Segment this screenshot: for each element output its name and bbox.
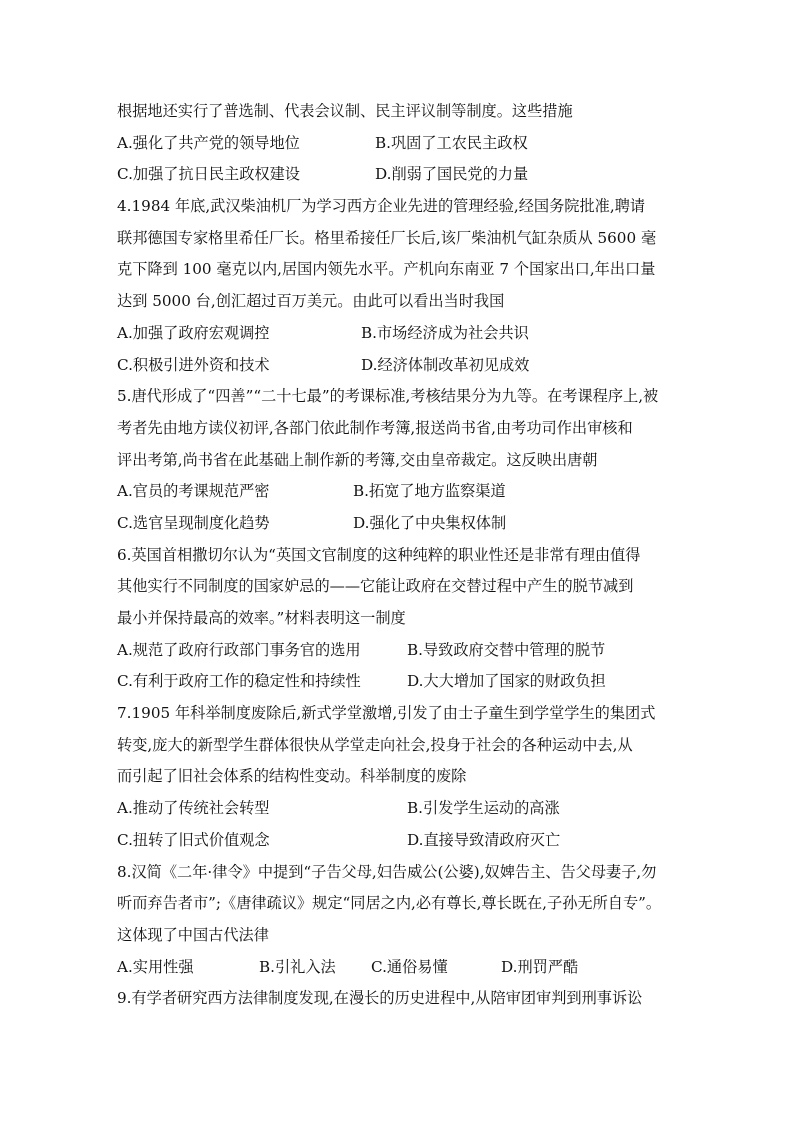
- q5-option-a[interactable]: A.官员的考课规范严密: [117, 482, 270, 501]
- q6-option-a[interactable]: A.规范了政府行政部门事务官的选用: [117, 640, 361, 659]
- q8-option-b[interactable]: B.引礼入法: [259, 957, 336, 976]
- q5-options-row-1: [117, 476, 687, 508]
- q7-option-d[interactable]: D.直接导致清政府灭亡: [407, 830, 561, 849]
- q6-stem-line-2: 其他实行不同制度的国家妒忌的——它能让政府在交替过程中产生的脱节减到: [117, 577, 634, 596]
- q5-stem-line-3: 评出考第,尚书省在此基础上制作新的考簿,交由皇帝裁定。这反映出唐朝: [117, 450, 598, 469]
- q5-option-c[interactable]: C.选官呈现制度化趋势: [117, 513, 270, 532]
- q6-stem-line-1: 6.英国首相撒切尔认为“英国文官制度的这种纯粹的职业性还是非常有理由值得: [117, 545, 641, 564]
- q8-stem-line-2: 听而弃告者市”;《唐律疏议》规定“同居之内,必有尊长,尊长既在,子孙无所自专”。: [117, 894, 662, 913]
- q9-stem-line-1: 9.有学者研究西方法律制度发现,在漫长的历史进程中,从陪审团审判到刑事诉讼: [117, 989, 643, 1008]
- q3-option-b[interactable]: B.巩固了工农民主政权: [375, 133, 528, 152]
- q6-options-row-1: [117, 635, 687, 667]
- q5-option-d[interactable]: D.强化了中央集权体制: [353, 513, 507, 532]
- q7-stem-line-1: 7.1905 年科举制度废除后,新式学堂激增,引发了由士子童生到学堂学生的集团式: [117, 704, 656, 723]
- q4-option-d[interactable]: D.经济体制改革初见成效: [361, 355, 530, 374]
- q4-options-row-1: [117, 318, 687, 350]
- q3-option-a[interactable]: A.强化了共产党的领导地位: [117, 133, 300, 152]
- q5-stem-line-1: 5.唐代形成了“四善”“二十七最”的考课标准,考核结果分为九等。在考课程序上,被: [117, 387, 659, 406]
- q7-option-a[interactable]: A.推动了传统社会转型: [117, 799, 270, 818]
- q6-stem-line-3: 最小并保持最高的效率。”材料表明这一制度: [117, 609, 406, 627]
- q3-options-row-2: [117, 159, 687, 191]
- q7-option-b[interactable]: B.引发学生运动的高涨: [407, 799, 560, 818]
- q3-option-c[interactable]: C.加强了抗日民主政权建设: [117, 165, 300, 184]
- q4-options-row-2: [117, 350, 687, 382]
- exam-page: [117, 96, 687, 1015]
- q8-stem-line-1: 8.汉简《二年·律令》中提到“子告父母,妇告威公(公婆),奴婢告主、告父母妻子,勿: [117, 862, 657, 881]
- q8-option-c[interactable]: C.通俗易懂: [371, 957, 448, 976]
- q7-options-row-1: [117, 793, 687, 825]
- q5-stem-line-2: 考者先由地方读仪初评,各部门依此制作考簿,报送尚书省,由考功司作出审核和: [117, 418, 633, 437]
- q6-option-d[interactable]: D.大大增加了国家的财政负担: [407, 672, 606, 691]
- q4-stem-line-2: 联邦德国专家格里希任厂长。格里希接任厂长后,该厂柴油机气缸杂质从 5600 毫: [117, 228, 657, 247]
- q7-stem-line-3: 而引起了旧社会体系的结构性变动。科举制度的废除: [117, 767, 467, 786]
- q6-option-c[interactable]: C.有利于政府工作的稳定性和持续性: [117, 672, 361, 691]
- q5-options-row-2: [117, 508, 687, 540]
- q8-options-row: [117, 952, 687, 984]
- q4-stem-line-1: 4.1984 年底,武汉柴油机厂为学习西方企业先进的管理经验,经国务院批准,聘请: [117, 197, 646, 216]
- q8-option-d[interactable]: D.刑罚严酷: [501, 957, 579, 976]
- q4-stem-line-4: 达到 5000 台,创汇超过百万美元。由此可以看出当时我国: [117, 292, 505, 311]
- q7-stem-line-2: 转变,庞大的新型学生群体很快从学堂走向社会,投身于社会的各种运动中去,从: [117, 735, 633, 754]
- q4-option-a[interactable]: A.加强了政府宏观调控: [117, 323, 270, 342]
- q6-option-b[interactable]: B.导致政府交替中管理的脱节: [407, 640, 606, 659]
- q7-option-c[interactable]: C.扭转了旧式价值观念: [117, 830, 270, 849]
- q4-option-c[interactable]: C.积极引进外资和技术: [117, 355, 270, 374]
- q6-options-row-2: [117, 666, 687, 698]
- q3-options-row-1: [117, 128, 687, 160]
- q4-stem-line-3: 克下降到 100 毫克以内,居国内领先水平。产机向东南亚 7 个国家出口,年出口量: [117, 260, 656, 279]
- q5-option-b[interactable]: B.拓宽了地方监察渠道: [353, 482, 506, 501]
- q3-option-d[interactable]: D.削弱了国民党的力量: [375, 165, 529, 184]
- q7-options-row-2: [117, 825, 687, 857]
- q3-stem-tail: 根据地还实行了普选制、代表会议制、民主评议制等制度。这些措施: [117, 102, 573, 120]
- q8-option-a[interactable]: A.实用性强: [117, 957, 194, 976]
- q8-stem-line-3: 这体现了中国古代法律: [117, 925, 269, 944]
- q4-option-b[interactable]: B.市场经济成为社会共识: [361, 323, 529, 342]
